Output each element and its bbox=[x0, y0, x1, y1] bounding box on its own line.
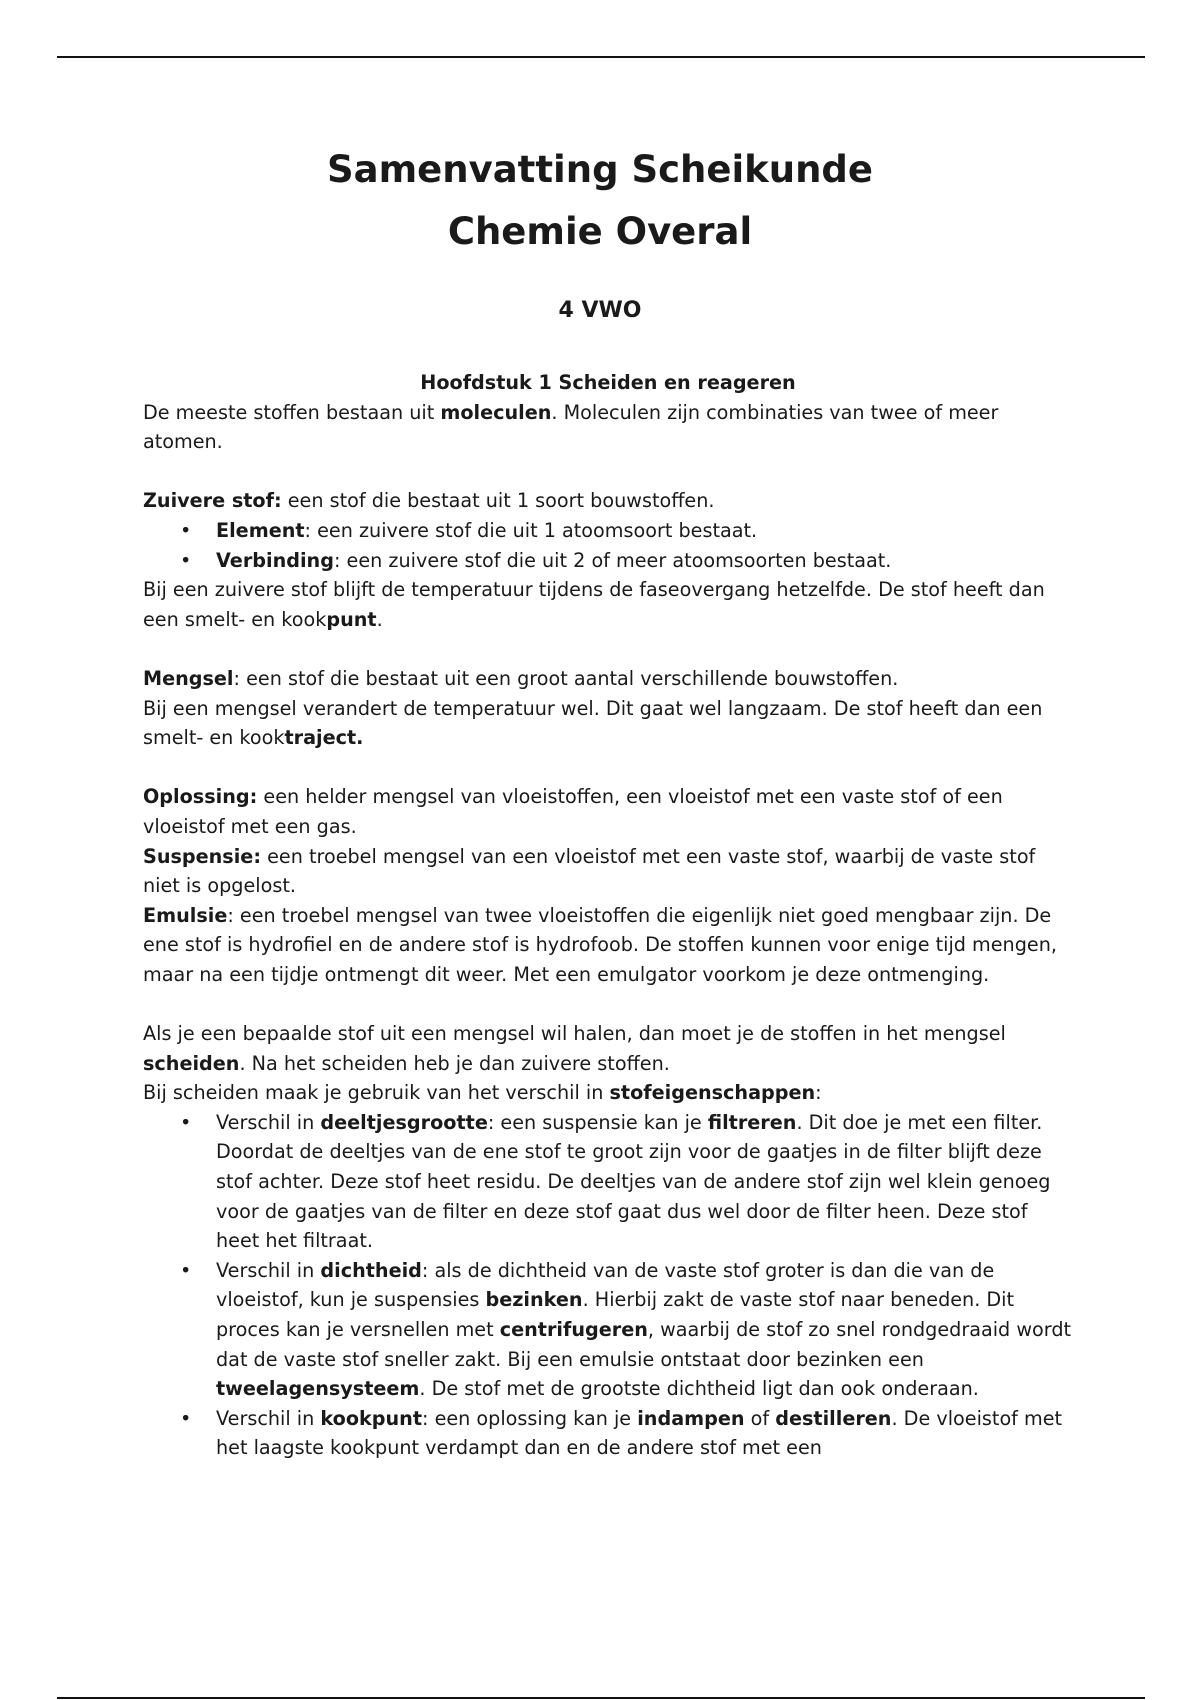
zuivere-stof-list bbox=[143, 516, 1073, 575]
chapter-heading: Hoofdstuk 1 Scheiden en reageren bbox=[420, 371, 796, 394]
document-body bbox=[143, 368, 1073, 1463]
list-item: • Element: een zuivere stof die uit 1 atoomsoort bestaat. bbox=[216, 516, 1073, 546]
list-item: • Verschil in kookpunt: een oplossing kan je indampen of destilleren. De vloeistof met het laagste kookpunt verdampt dan en de andere stof met een bbox=[216, 1404, 1073, 1463]
intro-paragraph: De meeste stoffen bestaan uit moleculen. Moleculen zijn combinaties van twee of meer atomen. bbox=[143, 400, 999, 454]
oplossing-definition: Oplossing: een helder mengsel van vloeistoffen, een vloeistof met een vaste stof of een vloeistof met een gas. bbox=[143, 785, 1003, 838]
mengsel-definition: Mengsel: een stof die bestaat uit een groot aantal verschillende bouwstoffen. bbox=[143, 666, 899, 690]
zuivere-stof-definition: Zuivere stof: een stof die bestaat uit 1 soort bouwstoffen. bbox=[143, 489, 715, 513]
document-title: Samenvatting Scheikunde bbox=[326, 148, 874, 191]
top-rule bbox=[57, 56, 1145, 58]
list-item: • Verschil in dichtheid: als de dichtheid van de vaste stof groter is dan die van de vloeistof, kun je suspensies bezinken. Hierbij zakt de vaste stof naar beneden. Dit proces kan je versnellen met centrifugeren, waarbij de stof zo snel rondgedraaid wordt dat de vaste stof sneller zakt. Bij een emulsie ontstaat door bezinken een tweelagensysteem. De stof met de grootste dichtheid ligt dan ook onderaan. bbox=[216, 1256, 1073, 1404]
scheiden-paragraph: Als je een bepaalde stof uit een mengsel wil halen, dan moet je de stoffen in het mengsel scheiden. Na het scheiden heb je dan zuivere stoffen. bbox=[143, 1022, 1006, 1075]
scheidingsmethoden-list bbox=[143, 1108, 1073, 1463]
document-subtitle: Chemie Overal bbox=[447, 210, 753, 253]
list-item: • Verschil in deeltjesgrootte: een suspensie kan je filtreren. Dit doe je met een filter. Doordat de deeltjes van de ene stof te groot zijn voor de gaatjes in de filter blijft deze stof achter. Deze stof heet residu. De deeltjes van de andere stof zijn wel klein genoeg voor de gaatjes van de filter en deze stof gaat dus wel door de filter heen. Deze stof heet het filtraat. bbox=[216, 1108, 1073, 1256]
mengsel-note: Bij een mengsel verandert de temperatuur wel. Dit gaat wel langzaam. De stof heeft dan een smelt- en kooktraject. bbox=[143, 696, 1043, 750]
emulsie-definition: Emulsie: een troebel mengsel van twee vloeistoffen die eigenlijk niet goed mengbaar zijn. De ene stof is hydrofiel en de andere stof is hydrofoob. De stoffen kunnen voor enige tijd mengen, maar na een tijdje ontmengt dit weer. Met een emulgator voorkom je deze ontmenging. bbox=[143, 903, 1057, 986]
stofeigenschappen-paragraph: Bij scheiden maak je gebruik van het verschil in stofeigenschappen: bbox=[143, 1081, 822, 1105]
bottom-rule bbox=[57, 1697, 1145, 1699]
school-level: 4 VWO bbox=[558, 298, 642, 323]
list-item: • Verbinding: een zuivere stof die uit 2 of meer atoomsoorten bestaat. bbox=[216, 546, 1073, 576]
zuivere-stof-note: Bij een zuivere stof blijft de temperatuur tijdens de faseovergang hetzelfde. De stof heeft dan een smelt- en kookpunt. bbox=[143, 578, 1045, 631]
suspensie-definition: Suspensie: een troebel mengsel van een vloeistof met een vaste stof, waarbij de vaste stof niet is opgelost. bbox=[143, 844, 1036, 898]
